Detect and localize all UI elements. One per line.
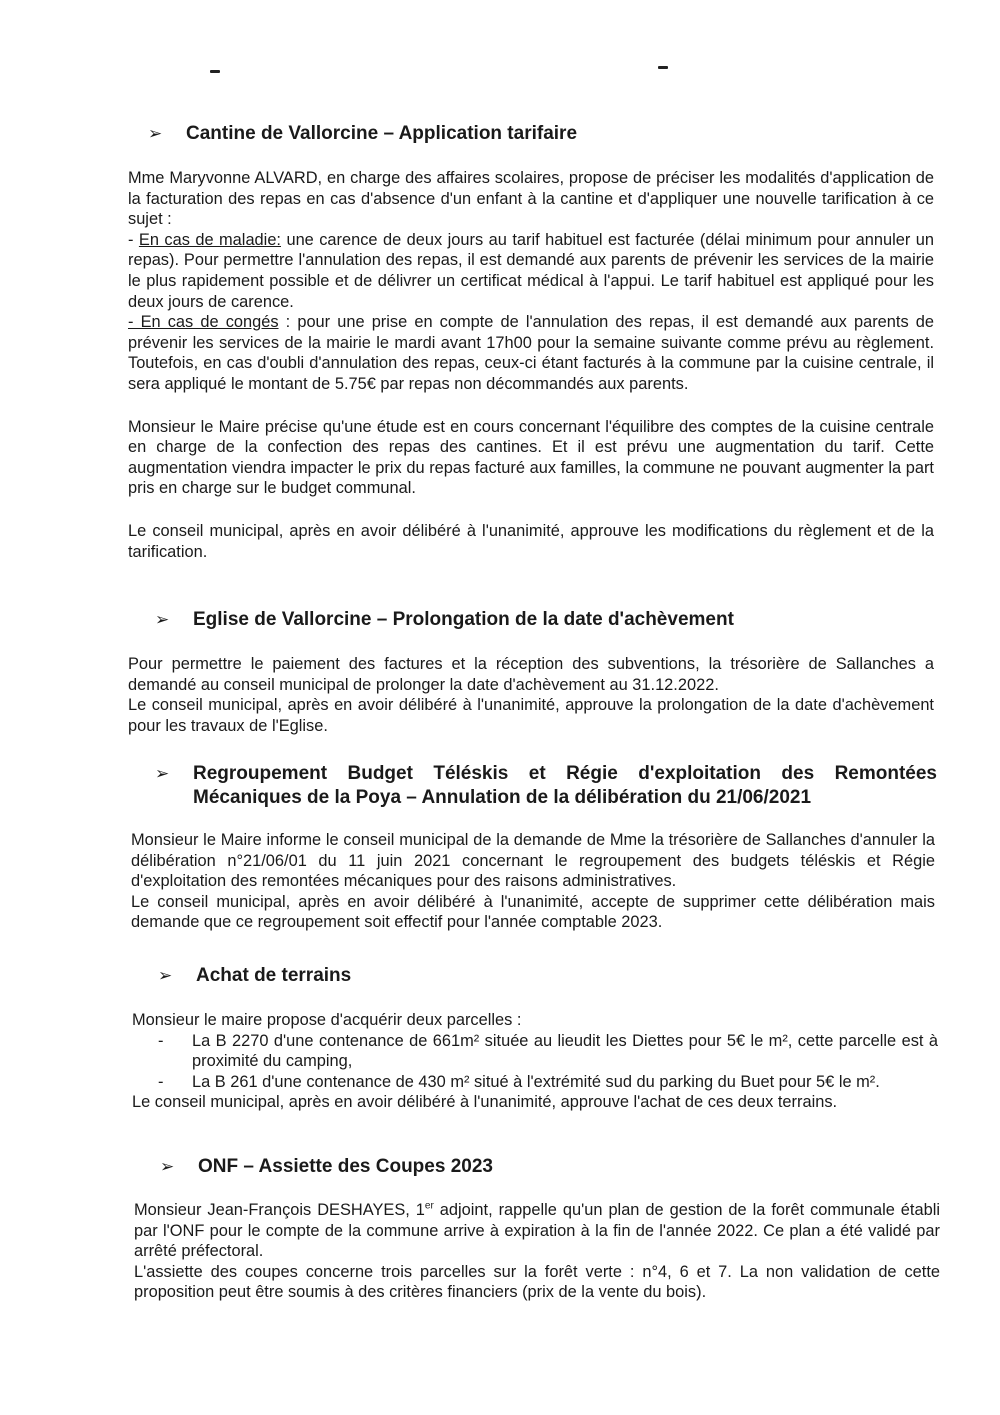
parcel-list — [132, 1031, 938, 1093]
section-cantine — [0, 122, 1000, 146]
onf-body — [134, 1200, 940, 1303]
paragraph-text: Monsieur Jean-François DESHAYES, 1 — [134, 1201, 425, 1219]
regroupement-body — [131, 830, 935, 933]
paragraph-conges — [128, 312, 934, 394]
paragraph-text: une carence de deux jours au tarif habituel est facturée (délai minimum pour annuler un repas). Pour permettre l'annulation des repas, il est demandé aux parents de prévenir les services de la mairie le plus rapidement possible et de délivrer un certificat médical à l'appui. Le tarif habituel est appliqué pour les deux jours de carence. — [128, 230, 934, 311]
paragraph: Monsieur le Maire informe le conseil municipal de la demande de Mme la trésorière de Sallanches d'annuler la délibération n°21/06/01 du 11 juin 2021 concernant le regroupement des budgets téléskis et Régie d'exploitation des remontées mécaniques pour des raisons administratives. — [131, 831, 935, 891]
list-item-text: La B 2270 d'une contenance de 661m² située au lieudit les Diettes pour 5€ le m², cette parcelle est à proximité du camping, — [192, 1031, 938, 1071]
section-eglise — [0, 608, 1000, 632]
dash-bullet: - — [158, 1031, 164, 1050]
superscript: er — [424, 1200, 434, 1212]
underlined-label: En cas de maladie: — [138, 230, 281, 249]
list-item — [132, 1072, 938, 1093]
section-regroupement — [155, 762, 937, 810]
paragraph: Pour permettre le paiement des factures et la réception des subventions, la trésorière de Sallanches a demandé au conseil municipal de prolonger la date d'achèvement au 31.12.2022. — [128, 655, 934, 694]
section-onf — [0, 1155, 1000, 1179]
paragraph: Monsieur le Maire précise qu'une étude est en cours concernant l'équilibre des comptes de la cuisine centrale en charge de la confection des repas des cantines. Et il est prévu une augmentation du tarif. Cette augmentation viendra impacter le prix du repas facturé aux familles, la commune ne pouvant augmenter la part pris en charge sur le budget communal. — [128, 417, 934, 498]
list-item-text: La B 261 d'une contenance de 430 m² situé à l'extrémité sud du parking du Buet pour 5€ le m². — [192, 1072, 880, 1091]
section-achat — [0, 964, 1000, 988]
section-heading — [160, 1155, 1000, 1179]
arrow-bullet-icon: ➢ — [155, 610, 170, 629]
arrow-bullet-icon: ➢ — [160, 1157, 175, 1176]
paragraph: Monsieur le maire propose d'acquérir deux parcelles : — [132, 1011, 522, 1029]
section-heading — [158, 964, 1000, 988]
paragraph: Le conseil municipal, après en avoir délibéré à l'unanimité, approuve l'achat de ces deux terrains. — [132, 1093, 838, 1112]
paragraph: Le conseil municipal, après en avoir délibéré à l'unanimité, accepte de supprimer cette délibération mais demande que ce regroupement soit effectif pour l'année comptable 2023. — [131, 892, 935, 932]
heading-text: Achat de terrains — [196, 965, 352, 986]
heading-text: ONF – Assiette des Coupes 2023 — [198, 1156, 493, 1177]
eglise-body — [128, 654, 934, 736]
list-item — [132, 1031, 938, 1072]
section-heading — [155, 762, 937, 810]
underlined-label: - En cas de congés — [128, 313, 279, 332]
dash-bullet: - — [158, 1072, 164, 1091]
paragraph-text: adjoint, rappelle qu'un plan de gestion de la forêt communale établi par l'ONF pour le compte de la commune arrive à expiration à la fin de l'année 2022. Ce plan a été validé par arrêté préfectoral. — [134, 1201, 940, 1261]
heading-text: Regroupement Budget Téléskis et Régie d'exploitation des Remontées Mécaniques de la Poya – Annulation de la délibération du 21/06/2021 — [193, 763, 937, 808]
paragraph-maladie — [128, 230, 934, 312]
paragraph: Mme Maryvonne ALVARD, en charge des affaires scolaires, propose de préciser les modalités d'application de la facturation des repas en cas d'absence d'un enfant à la cantine et d'appliquer une nouvelle tarification à ce sujet : — [128, 169, 934, 229]
paragraph: Le conseil municipal, après en avoir délibéré à l'unanimité, approuve la prolongation de la date d'achèvement pour les travaux de l'Eglise. — [128, 696, 934, 735]
heading-text: Cantine de Vallorcine – Application tarifaire — [186, 123, 578, 144]
dash-prefix: - — [128, 230, 139, 249]
scan-mark-left — [210, 70, 220, 73]
paragraph: Le conseil municipal, après en avoir délibéré à l'unanimité, approuve les modifications du règlement et de la tarification. — [128, 521, 934, 561]
paragraph-text: : pour une prise en compte de l'annulation des repas, il est demandé aux parents de prévenir les services de la mairie le mardi avant 17h00 pour la semaine suivante comme prévu au règlement. Toutefois, en cas d'oubli d'annulation des repas, ceux-ci étant facturés à la commune par la cuisine centrale, il sera appliqué le montant de 5.75€ par repas non décommandés aux parents. — [128, 313, 934, 393]
arrow-bullet-icon: ➢ — [155, 764, 170, 783]
heading-text: Eglise de Vallorcine – Prolongation de la date d'achèvement — [193, 609, 734, 630]
achat-body — [132, 1010, 938, 1113]
paragraph — [134, 1200, 940, 1262]
cantine-body — [128, 168, 934, 562]
arrow-bullet-icon: ➢ — [148, 124, 163, 143]
section-heading — [155, 608, 1000, 632]
arrow-bullet-icon: ➢ — [158, 966, 173, 985]
section-heading — [148, 122, 1000, 146]
scan-mark-right — [658, 66, 668, 69]
paragraph: L'assiette des coupes concerne trois parcelles sur la forêt verte : n°4, 6 et 7. La non validation de cette proposition peut être soumis à des critères financiers (prix de la vente du bois). — [134, 1262, 940, 1302]
